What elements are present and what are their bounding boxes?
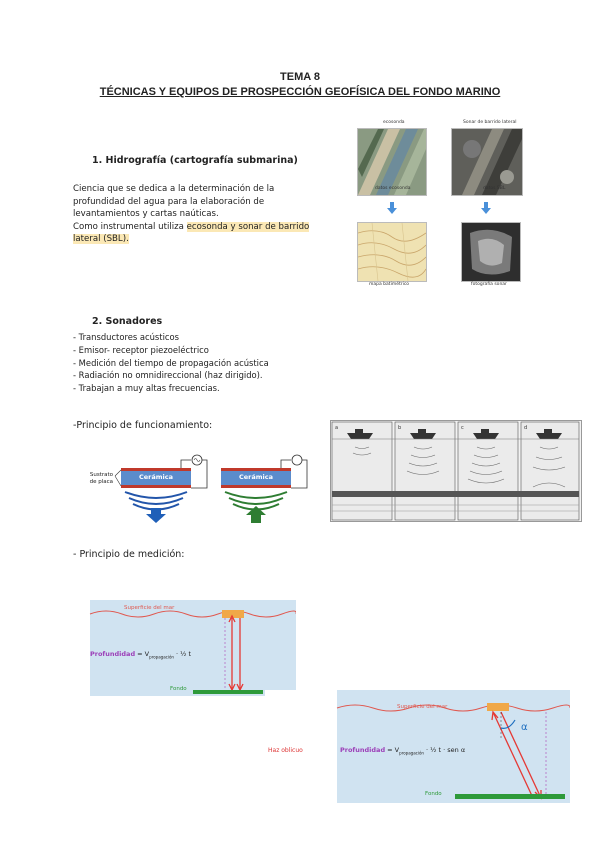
arrow-down-icon — [387, 202, 397, 214]
transducer-diagram — [73, 452, 313, 524]
section1-heading: 1. Hidrografía (cartografía submarina) — [92, 155, 298, 166]
fig1-mid-right-label: datos SBL — [483, 186, 506, 191]
sonar-photo-image — [461, 222, 521, 282]
list-item: - Medición del tiempo de propagación acústica — [73, 357, 269, 368]
list-item: - Emisor- receptor piezoeléctrico — [73, 344, 209, 355]
section1-line5 — [73, 233, 343, 246]
ceramic-label-right: Cerámica — [238, 473, 273, 481]
principle-operation-label: -Principio de funcionamiento: — [73, 420, 213, 431]
vertical-bottom-label: Fondo — [170, 686, 187, 692]
ceramic-label-left: Cerámica — [138, 473, 173, 481]
oblique-beam-diagram — [265, 690, 570, 803]
highlight-ecosonda: ecosonda y sonar de barrido — [186, 221, 310, 232]
section1-line2: profundidad del agua para la elaboración de — [73, 196, 265, 207]
principle-measurement-label: - Principio de medición: — [73, 549, 185, 560]
panel-label: c — [461, 425, 464, 431]
vertical-formula: Profundidad = $V_{propagación}$ · ½ t — [90, 650, 192, 660]
section1-line4: Como instrumental utiliza ecosonda y sonar de barrido — [73, 221, 310, 232]
oblique-bottom-label: Fondo — [425, 791, 442, 797]
panel-label: a — [335, 425, 339, 431]
section1-line3: levantamientos y cartas naúticas. — [73, 209, 219, 219]
panel-label: d — [524, 425, 528, 431]
fig1-bot-right-label: fotografía sonar — [471, 282, 507, 287]
highlight-sbl: lateral (SBL). — [73, 234, 129, 244]
list-item: - Radiación no omnidireccional (haz dirigido). — [73, 370, 263, 381]
hydrography-figure — [355, 118, 525, 293]
bathymetric-map-image — [357, 222, 427, 282]
sonar-panels — [331, 421, 581, 521]
fig1-mid-left-label: datos ecosonda — [375, 186, 411, 191]
sonar-sequence-figure — [330, 420, 582, 522]
tema-number: TEMA 8 — [280, 71, 320, 83]
fig1-top-right-label: Sonar de barrido lateral — [463, 120, 517, 125]
vertical-beam-diagram — [28, 600, 296, 696]
vertical-surface-label: Superficie del mar — [124, 605, 175, 611]
fig1-bot-left-label: mapa batimétrico — [369, 282, 410, 287]
section1-text — [73, 183, 343, 246]
section1-line1: Ciencia que se dedica a la determinación de la — [73, 184, 275, 194]
vertical-beam-graphic — [28, 600, 296, 696]
alpha-symbol: α — [521, 722, 528, 733]
list-item: - Trabajan a muy altas frecuencias. — [73, 383, 220, 394]
page-title: TÉCNICAS Y EQUIPOS DE PROSPECCIÓN GEOFÍSICA DEL FONDO MARINO — [99, 86, 501, 98]
section2-heading: 2. Sonadores — [92, 316, 163, 327]
substrate-label: Sustrato de placa — [89, 472, 113, 485]
oblique-beam-label: Haz oblicuo — [268, 747, 303, 754]
list-item: - Transductores acústicos — [73, 332, 179, 342]
sonar-features-list — [73, 331, 269, 395]
oblique-formula: Profundidad = $V_{propagación}$ · ½ t · sen α — [340, 746, 466, 756]
fig1-top-left-label: ecosonda — [383, 120, 405, 125]
arrow-down-icon — [481, 202, 491, 214]
oblique-surface-label: Superficie del mar — [397, 704, 448, 710]
panel-label: b — [398, 425, 402, 431]
